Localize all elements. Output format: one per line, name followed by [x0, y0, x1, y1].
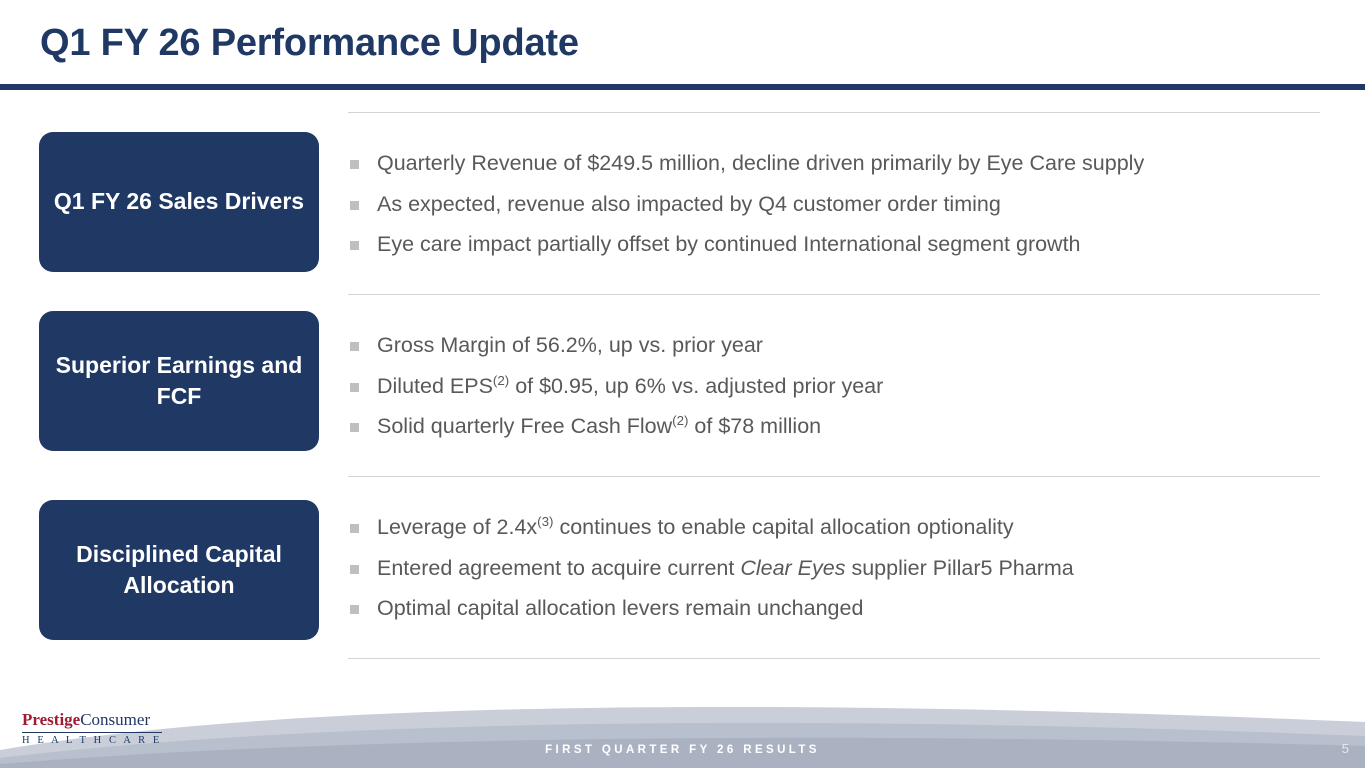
footer-text: FIRST QUARTER FY 26 RESULTS	[545, 744, 820, 756]
bullet-text: Solid quarterly Free Cash Flow$^{(2)}$ of $78 million	[377, 412, 822, 439]
bullet-text: Eye care impact partially offset by continued International segment growth	[377, 232, 1081, 257]
list-item	[350, 595, 1340, 623]
section-label: Disciplined Capital Allocation	[76, 540, 282, 598]
list-item	[350, 231, 1340, 259]
bullet-marker-icon	[350, 565, 359, 574]
logo-subtitle: H E A L T H C A R E	[22, 735, 162, 746]
bullet-text: Gross Margin of 56.2%, up vs. prior year	[377, 333, 763, 357]
list-item	[350, 514, 1340, 542]
bullet-list	[350, 150, 1340, 272]
bullet-marker-icon	[350, 383, 359, 392]
section-label-box	[39, 311, 319, 451]
page-number: 5	[1341, 741, 1349, 756]
section-label-box	[39, 132, 319, 272]
footer-wave-graphic	[0, 688, 1365, 768]
logo-wordmark	[22, 710, 192, 730]
section-top-rule	[348, 294, 1320, 295]
section-bottom-rule	[348, 658, 1320, 659]
list-item	[350, 332, 1340, 360]
section-top-rule	[348, 112, 1320, 113]
section-label-box	[39, 500, 319, 640]
bullet-text: Optimal capital allocation levers remain unchanged	[377, 596, 864, 621]
list-item	[350, 413, 1340, 441]
logo-word-consumer: Consumer	[80, 710, 151, 729]
bullet-marker-icon	[350, 342, 359, 351]
title-divider	[0, 84, 1365, 90]
bullet-text: Quarterly Revenue of $249.5 million, decline driven primarily by Eye Care supply	[377, 151, 1145, 175]
list-item	[350, 555, 1340, 583]
bullet-list	[350, 514, 1340, 636]
company-logo	[22, 710, 192, 746]
bullet-marker-icon	[350, 524, 359, 533]
list-item	[350, 191, 1340, 219]
section-top-rule	[348, 476, 1320, 477]
bullet-text: Entered agreement to acquire current Clear Eyes supplier Pillar5 Pharma	[377, 555, 1074, 580]
bullet-list	[350, 332, 1340, 454]
bullet-text: As expected, revenue also impacted by Q4 customer order timing	[377, 191, 1001, 216]
bullet-marker-icon	[350, 201, 359, 210]
bullet-marker-icon	[350, 160, 359, 169]
bullet-text: Diluted EPS$^{(2)}$ of $0.95, up 6% vs. adjusted prior year	[377, 372, 884, 398]
logo-word-prestige: Prestige	[22, 710, 81, 729]
bullet-text: Leverage of $2.4x^{(3)}$ continues to enable capital allocation optionality	[377, 513, 1014, 539]
section-label: Q1 FY 26 Sales Drivers	[53, 188, 305, 215]
list-item	[350, 373, 1340, 401]
bullet-marker-icon	[350, 605, 359, 614]
logo-divider	[22, 732, 162, 733]
list-item	[350, 150, 1340, 178]
section-label: Superior Earnings and FCF	[55, 351, 303, 409]
page-title: Q1 FY 26 Performance Update	[40, 22, 579, 64]
bullet-marker-icon	[350, 241, 359, 250]
bullet-marker-icon	[350, 423, 359, 432]
